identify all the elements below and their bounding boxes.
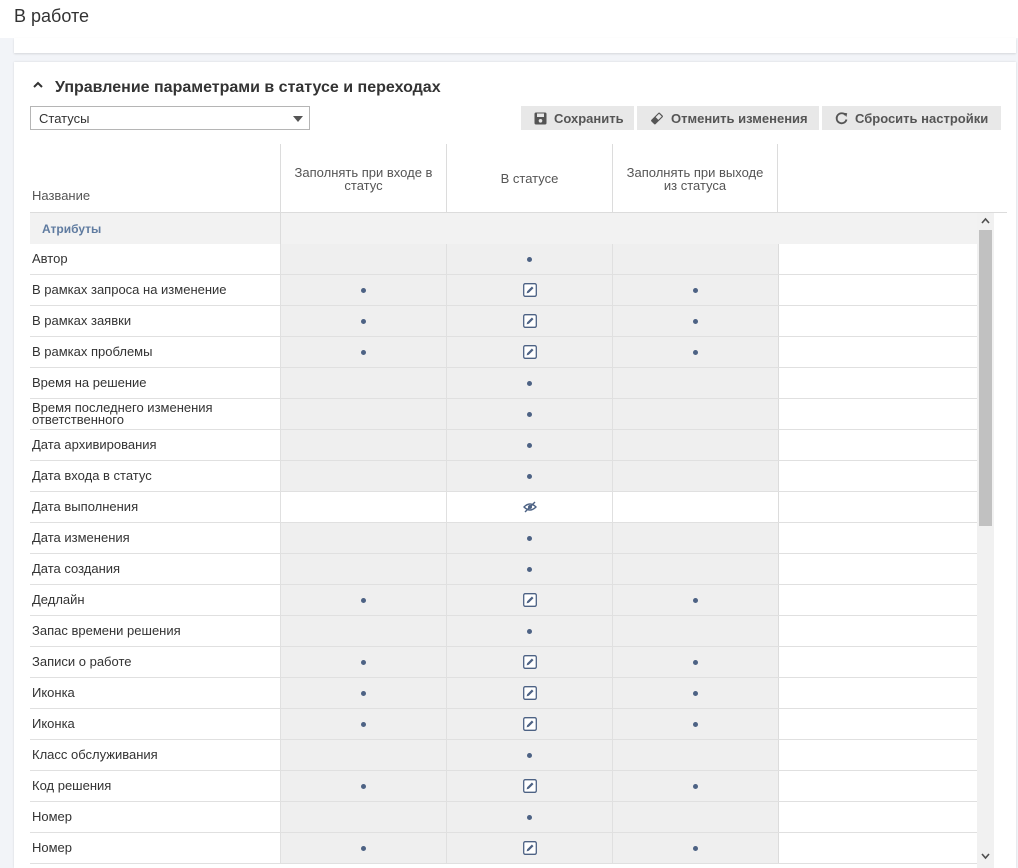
cell-enter[interactable] xyxy=(280,368,446,398)
cell-in-status[interactable] xyxy=(446,492,612,522)
cell-exit[interactable] xyxy=(612,771,778,801)
cell-enter[interactable] xyxy=(280,585,446,615)
table-header xyxy=(30,144,1007,213)
dot-indicator-icon xyxy=(693,722,698,727)
table-row xyxy=(30,244,977,275)
table-row xyxy=(30,492,977,523)
cell-enter[interactable] xyxy=(280,647,446,677)
dot-indicator-icon xyxy=(361,660,366,665)
dot-indicator-icon xyxy=(693,784,698,789)
cancel-changes-button[interactable] xyxy=(637,106,819,130)
reset-settings-button[interactable] xyxy=(822,106,1001,130)
chevron-up-icon[interactable] xyxy=(33,80,43,90)
scroll-up-arrow-icon[interactable] xyxy=(979,214,992,228)
row-name: Автор xyxy=(32,251,68,266)
row-name: Дата архивирования xyxy=(32,437,157,452)
dot-indicator-icon xyxy=(693,660,698,665)
table-row xyxy=(30,833,977,864)
dot-indicator-icon xyxy=(527,567,532,572)
cancel-button-label: Отменить изменения xyxy=(671,110,808,126)
page-header xyxy=(0,0,1018,38)
table-row xyxy=(30,399,977,430)
dot-indicator-icon xyxy=(693,691,698,696)
cell-in-status[interactable] xyxy=(446,771,612,801)
dot-indicator-icon xyxy=(527,815,532,820)
table-row xyxy=(30,678,977,709)
scroll-down-arrow-icon[interactable] xyxy=(979,849,992,863)
dot-indicator-icon xyxy=(527,474,532,479)
cell-empty xyxy=(778,523,977,553)
row-name: В рамках запроса на изменение xyxy=(32,282,227,297)
cell-exit[interactable] xyxy=(612,740,778,770)
page-title: В работе xyxy=(14,6,90,26)
cell-in-status[interactable] xyxy=(446,368,612,398)
cell-exit[interactable] xyxy=(612,430,778,460)
cell-enter[interactable] xyxy=(280,616,446,646)
cell-empty xyxy=(778,678,977,708)
table-row xyxy=(30,740,977,771)
dot-indicator-icon xyxy=(361,722,366,727)
cell-in-status[interactable] xyxy=(446,554,612,584)
table-row xyxy=(30,275,977,306)
cell-enter[interactable] xyxy=(280,275,446,305)
dot-indicator-icon xyxy=(527,257,532,262)
cell-enter[interactable] xyxy=(280,399,446,429)
dot-indicator-icon xyxy=(361,846,366,851)
cell-exit[interactable] xyxy=(612,585,778,615)
group-row xyxy=(30,213,977,244)
dot-indicator-icon xyxy=(693,598,698,603)
cell-empty xyxy=(778,368,977,398)
dot-indicator-icon xyxy=(527,443,532,448)
cell-enter[interactable] xyxy=(280,802,446,832)
row-name: Дата создания xyxy=(32,561,121,576)
cell-enter[interactable] xyxy=(280,554,446,584)
cell-exit[interactable] xyxy=(612,678,778,708)
cell-empty xyxy=(778,833,977,863)
cell-in-status[interactable] xyxy=(446,461,612,491)
dot-indicator-icon xyxy=(527,753,532,758)
cell-enter[interactable] xyxy=(280,430,446,460)
cell-exit[interactable] xyxy=(612,616,778,646)
cell-empty xyxy=(778,709,977,739)
cell-empty xyxy=(778,275,977,305)
row-name: Класс обслуживания xyxy=(32,747,158,762)
row-name: Номер xyxy=(32,840,73,855)
table-row xyxy=(30,771,977,802)
cell-empty xyxy=(778,740,977,770)
edit-icon xyxy=(523,345,537,359)
edit-icon xyxy=(523,314,537,328)
cell-enter[interactable] xyxy=(280,461,446,491)
table-row xyxy=(30,585,977,616)
row-name: Дедлайн xyxy=(32,592,85,607)
cell-in-status[interactable] xyxy=(446,244,612,274)
cell-in-status[interactable] xyxy=(446,306,612,336)
dot-indicator-icon xyxy=(361,288,366,293)
dot-indicator-icon xyxy=(527,381,532,386)
dot-indicator-icon xyxy=(361,598,366,603)
table-row xyxy=(30,709,977,740)
cell-in-status[interactable] xyxy=(446,399,612,429)
edit-icon xyxy=(523,686,537,700)
row-name: Номер xyxy=(32,809,73,824)
edit-icon xyxy=(523,841,537,855)
row-name: Код решения xyxy=(32,778,112,793)
cell-exit[interactable] xyxy=(612,275,778,305)
edit-icon xyxy=(523,283,537,297)
table-row xyxy=(30,523,977,554)
column-header-exit: Заполнять при выходе из статуса xyxy=(612,144,778,213)
cell-exit[interactable] xyxy=(612,244,778,274)
row-name: В рамках заявки xyxy=(32,313,132,328)
cell-enter[interactable] xyxy=(280,833,446,863)
dot-indicator-icon xyxy=(693,846,698,851)
cell-empty xyxy=(778,461,977,491)
cell-enter[interactable] xyxy=(280,678,446,708)
cell-exit[interactable] xyxy=(612,523,778,553)
column-header-name: Название xyxy=(32,188,91,203)
eraser-icon xyxy=(650,112,664,125)
row-name: Время последнего изменения ответственного xyxy=(32,400,213,427)
dot-indicator-icon xyxy=(693,350,698,355)
table-row xyxy=(30,368,977,399)
save-button-label: Сохранить xyxy=(554,110,624,126)
cell-empty xyxy=(778,647,977,677)
params-table xyxy=(30,144,1007,868)
edit-icon xyxy=(523,655,537,669)
dot-indicator-icon xyxy=(361,319,366,324)
cell-in-status[interactable] xyxy=(446,709,612,739)
edit-icon xyxy=(523,593,537,607)
cell-exit[interactable] xyxy=(612,802,778,832)
row-name: Дата входа в статус xyxy=(32,468,152,483)
cell-exit[interactable] xyxy=(612,554,778,584)
cell-exit[interactable] xyxy=(612,337,778,367)
table-row xyxy=(30,647,977,678)
cell-in-status[interactable] xyxy=(446,647,612,677)
table-body xyxy=(30,213,977,864)
refresh-icon xyxy=(835,112,848,125)
cell-empty xyxy=(778,244,977,274)
cell-exit[interactable] xyxy=(612,399,778,429)
status-select[interactable] xyxy=(30,106,310,130)
cell-in-status[interactable] xyxy=(446,337,612,367)
edit-icon xyxy=(523,717,537,731)
cell-exit[interactable] xyxy=(612,492,778,522)
cell-empty xyxy=(778,337,977,367)
row-name: Дата выполнения xyxy=(32,499,139,514)
cell-enter[interactable] xyxy=(280,523,446,553)
table-row xyxy=(30,430,977,461)
dot-indicator-icon xyxy=(361,350,366,355)
cell-empty xyxy=(778,554,977,584)
row-name: Записи о работе xyxy=(32,654,132,669)
cell-exit[interactable] xyxy=(612,461,778,491)
cell-empty xyxy=(778,616,977,646)
section-title[interactable]: Управление параметрами в статусе и переходах xyxy=(55,79,441,96)
cell-enter[interactable] xyxy=(280,306,446,336)
cell-in-status[interactable] xyxy=(446,275,612,305)
scrollbar-thumb[interactable] xyxy=(979,230,992,526)
cell-enter[interactable] xyxy=(280,709,446,739)
dot-indicator-icon xyxy=(527,629,532,634)
floppy-icon xyxy=(534,112,547,125)
table-row xyxy=(30,554,977,585)
cell-exit[interactable] xyxy=(612,647,778,677)
dot-indicator-icon xyxy=(527,412,532,417)
dot-indicator-icon xyxy=(527,536,532,541)
cell-in-status[interactable] xyxy=(446,740,612,770)
row-name: Дата изменения xyxy=(32,530,130,545)
row-name: В рамках проблемы xyxy=(32,344,153,359)
column-header-enter: Заполнять при входе в статус xyxy=(280,144,446,213)
collapsed-panel xyxy=(14,38,1016,53)
table-row xyxy=(30,461,977,492)
cell-empty xyxy=(778,771,977,801)
caret-down-icon xyxy=(293,116,303,122)
cell-empty xyxy=(778,492,977,522)
cell-in-status[interactable] xyxy=(446,802,612,832)
cell-enter[interactable] xyxy=(280,492,446,522)
dot-indicator-icon xyxy=(693,288,698,293)
cell-empty xyxy=(778,306,977,336)
cell-in-status[interactable] xyxy=(446,430,612,460)
status-select-value: Статусы xyxy=(39,111,90,126)
group-label: Атрибуты xyxy=(42,222,102,236)
cell-in-status[interactable] xyxy=(446,585,612,615)
cell-exit[interactable] xyxy=(612,709,778,739)
cell-enter[interactable] xyxy=(280,740,446,770)
cell-in-status[interactable] xyxy=(446,616,612,646)
column-header-in-status: В статусе xyxy=(446,144,612,213)
table-row xyxy=(30,337,977,368)
cell-in-status[interactable] xyxy=(446,678,612,708)
cell-exit[interactable] xyxy=(612,368,778,398)
row-name: Иконка xyxy=(32,716,75,731)
cell-enter[interactable] xyxy=(280,244,446,274)
row-name: Иконка xyxy=(32,685,75,700)
cell-empty xyxy=(778,802,977,832)
cell-in-status[interactable] xyxy=(446,833,612,863)
cell-empty xyxy=(778,399,977,429)
dot-indicator-icon xyxy=(361,691,366,696)
reset-button-label: Сбросить настройки xyxy=(855,110,989,126)
dot-indicator-icon xyxy=(361,784,366,789)
table-row xyxy=(30,802,977,833)
cell-in-status[interactable] xyxy=(446,523,612,553)
cell-enter[interactable] xyxy=(280,771,446,801)
eye-hidden-icon xyxy=(523,501,537,513)
table-row xyxy=(30,306,977,337)
row-name: Время на решение xyxy=(32,375,147,390)
save-button[interactable] xyxy=(521,106,634,130)
cell-empty xyxy=(778,585,977,615)
cell-empty xyxy=(778,430,977,460)
table-row xyxy=(30,616,977,647)
edit-icon xyxy=(523,779,537,793)
cell-exit[interactable] xyxy=(612,833,778,863)
dot-indicator-icon xyxy=(693,319,698,324)
cell-enter[interactable] xyxy=(280,337,446,367)
row-name: Запас времени решения xyxy=(32,623,181,638)
cell-exit[interactable] xyxy=(612,306,778,336)
